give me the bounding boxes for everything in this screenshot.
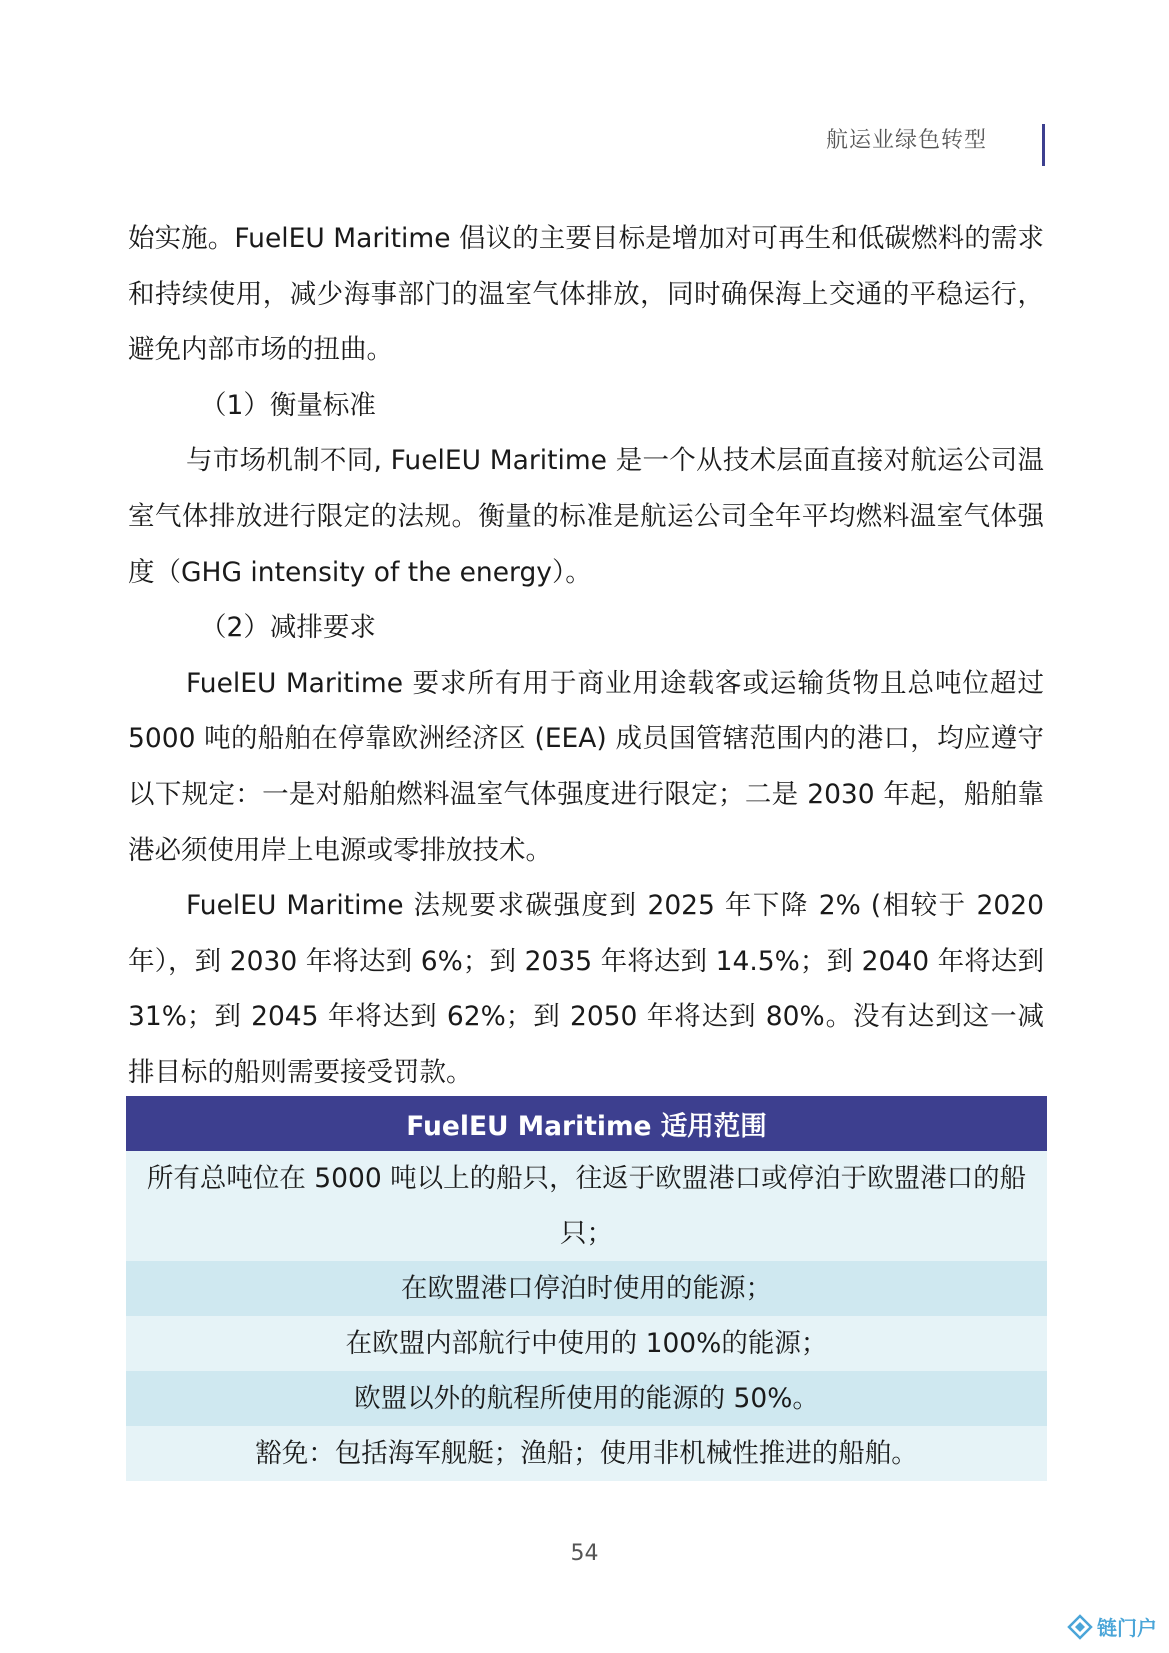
table-row [126,1151,1047,1261]
running-header-title: 航运业绿色转型 [825,128,987,153]
scope-table [126,1096,1047,1481]
chain-logo-icon [1067,1614,1093,1640]
table-cell: 豁免：包括海军舰艇；渔船；使用非机械性推进的船舶。 [126,1426,1047,1481]
scope-table-title: FuelEU Maritime 适用范围 [126,1096,1047,1151]
header-accent-bar [1042,124,1045,166]
page-number: 54 [570,1541,599,1566]
subheading-emission-requirements: （2）减排要求 [200,612,376,644]
body-paragraph: FuelEU Maritime 要求所有用于商业用途载客或运输货物且总吨位超过 5000 吨的船舶在停靠欧洲经济区 (EEA) 成员国管辖范围内的港口，均应遵守以下规定：一是对船舶燃料温室气体强度进行限定；二是 2030 年起，船舶靠港必须使用岸上电源或零排放技术。 [128,667,1044,866]
subheading-measurement-standard: （1）衡量标准 [200,389,376,421]
watermark-text: 链门户 [1097,1616,1157,1640]
table-row [126,1316,1047,1371]
table-cell: 在欧盟港口停泊时使用的能源； [126,1261,1047,1316]
body-paragraph: 与市场机制不同, FuelEU Maritime 是一个从技术层面直接对航运公司温室气体排放进行限定的法规。衡量的标准是航运公司全年平均燃料温室气体强度（GHG intensity of the energy）。 [128,445,1044,588]
body-paragraph: 始实施。FuelEU Maritime 倡议的主要目标是增加对可再生和低碳燃料的需求和持续使用，减少海事部门的温室气体排放，同时确保海上交通的平稳运行，避免内部市场的扭曲。 [128,223,1044,366]
table-row [126,1261,1047,1316]
body-content [128,211,1044,1101]
table-cell: 所有总吨位在 5000 吨以上的船只，往返于欧盟港口或停泊于欧盟港口的船只； [126,1151,1047,1261]
table-cell: 欧盟以外的航程所使用的能源的 50%。 [126,1371,1047,1426]
watermark [1067,1612,1157,1641]
table-row [126,1371,1047,1426]
table-cell: 在欧盟内部航行中使用的 100%的能源； [126,1316,1047,1371]
table-row [126,1426,1047,1481]
body-paragraph: FuelEU Maritime 法规要求碳强度到 2025 年下降 2% (相较于 2020 年），到 2030 年将达到 6%；到 2035 年将达到 14.5%；到 2040 年将达到 31%；到 2045 年将达到 62%；到 2050 年将达到 80%。没有达到这一减排目标的船则需要接受罚款。 [128,890,1044,1088]
